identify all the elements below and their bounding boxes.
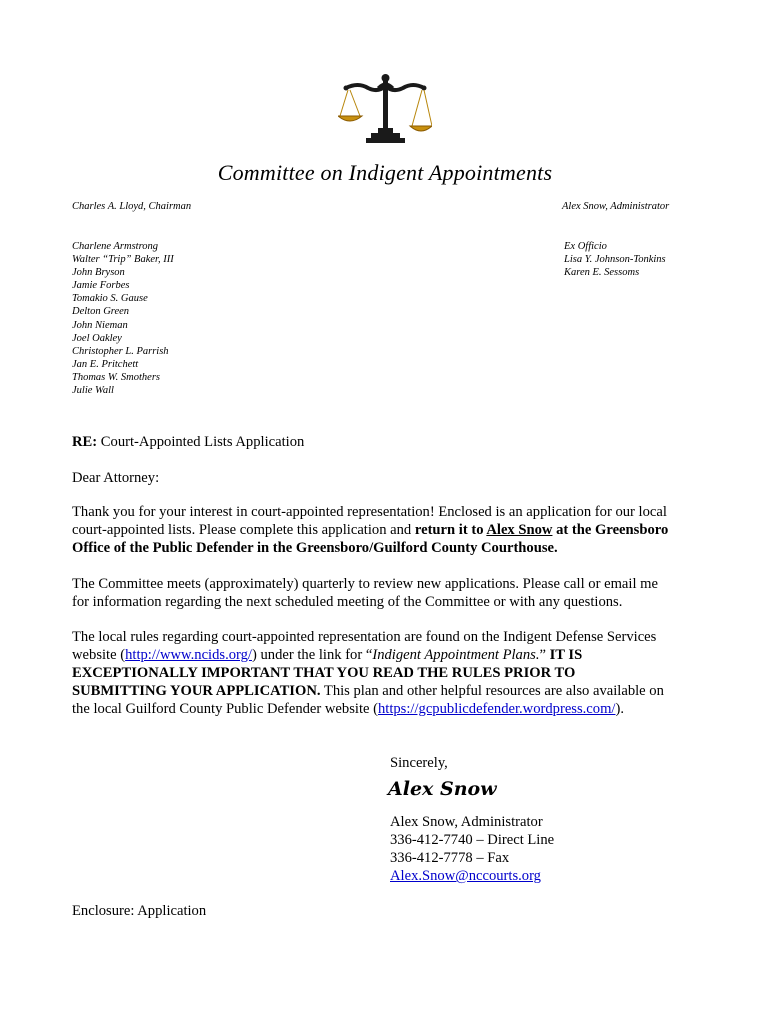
paragraph-3-line — [72, 646, 702, 664]
member-name: Tomakio S. Gause — [72, 293, 148, 305]
text-run: court-appointed lists. Please complete this application and — [72, 522, 415, 538]
paragraph-1-line — [72, 521, 702, 539]
paragraph-1 — [72, 503, 702, 557]
email-link[interactable]: Alex.Snow@nccourts.org — [390, 868, 541, 884]
closing: Sincerely, — [390, 755, 448, 771]
direct-phone: 336-412-7740 – Direct Line — [390, 832, 555, 848]
ex-officio-member: Karen E. Sessoms — [564, 267, 640, 279]
paragraph-3-line — [72, 700, 702, 718]
re-subject: Court-Appointed Lists Application — [100, 434, 305, 450]
paragraph-2 — [72, 575, 702, 611]
re-line — [72, 433, 702, 451]
paragraph-3-line: EXCEPTIONALLY IMPORTANT THAT YOU READ THE RULES PRIOR TO — [72, 665, 576, 681]
text-run: ” — [539, 647, 550, 663]
public-defender-website-link[interactable]: https://gcpublicdefender.wordpress.com/ — [377, 701, 616, 717]
paragraph-3 — [72, 628, 702, 718]
administrator-name: Alex Snow, Administrator — [562, 201, 670, 212]
text-run: This plan and other helpful resources are also available on — [320, 683, 664, 699]
contact-name: Alex Snow — [486, 522, 553, 538]
text-run: ). — [615, 701, 624, 717]
fax-number: 336-412-7778 – Fax — [390, 850, 510, 866]
text-run-bold: at the Greensboro — [552, 522, 669, 538]
text-run-bold: return it to — [414, 522, 487, 538]
member-name: Jan E. Pritchett — [72, 358, 139, 370]
committee-title: Committee on Indigent Appointments — [217, 160, 553, 185]
ex-officio-label: Ex Officio — [564, 241, 607, 252]
re-label: RE: — [72, 434, 98, 450]
signer-name: Alex Snow, Administrator — [390, 814, 543, 830]
member-name: Joel Oakley — [72, 332, 122, 344]
paragraph-2-line: for information regarding the next scheduled meeting of the Committee or with any questions. — [72, 594, 623, 610]
enclosure-line: Enclosure: Application — [72, 903, 207, 919]
ex-officio-member: Lisa Y. Johnson-Tonkins — [564, 254, 666, 266]
text-run: website ( — [72, 647, 126, 663]
scales-of-justice-logo — [338, 70, 432, 150]
member-name: Jamie Forbes — [72, 280, 130, 292]
member-name: John Bryson — [72, 267, 125, 279]
member-name: Thomas W. Smothers — [72, 371, 160, 383]
salutation: Dear Attorney: — [72, 470, 160, 486]
ex-officio-list — [564, 240, 666, 279]
paragraph-2-line: The Committee meets (approximately) quarterly to review new applications. Please call or email me — [72, 576, 658, 592]
paragraph-3-line: The local rules regarding court-appointed representation are found on the Indigent Defense Services — [72, 629, 657, 645]
handwritten-signature: Alex Snow — [388, 778, 497, 800]
chairman-name: Charles A. Lloyd, Chairman — [72, 201, 192, 212]
text-run-bold: IT IS — [549, 647, 583, 663]
signature-block — [390, 813, 554, 885]
text-run-italic: Indigent Appointment Plans. — [372, 647, 540, 663]
text-run: ) under the link for “ — [251, 647, 373, 663]
member-name: Julie Wall — [72, 385, 114, 397]
ncids-link[interactable]: http://www.ncids.org/ — [125, 647, 252, 663]
paragraph-3-line — [72, 682, 702, 700]
member-list — [72, 240, 174, 397]
paragraph-1-line: Thank you for your interest in court-appointed representation! Enclosed is an application for our local — [72, 504, 667, 520]
member-name: Charlene Armstrong — [72, 241, 159, 252]
paragraph-1-line: Office of the Public Defender in the Greensboro/Guilford County Courthouse. — [72, 540, 558, 556]
text-run: the local Guilford County Public Defender website ( — [72, 701, 378, 717]
member-name: Delton Green — [72, 306, 130, 318]
member-name: Christopher L. Parrish — [72, 345, 169, 357]
member-name: John Nieman — [72, 319, 128, 331]
member-name: Walter “Trip” Baker, III — [72, 254, 174, 266]
text-run-bold: SUBMITTING YOUR APPLICATION. — [72, 683, 321, 699]
